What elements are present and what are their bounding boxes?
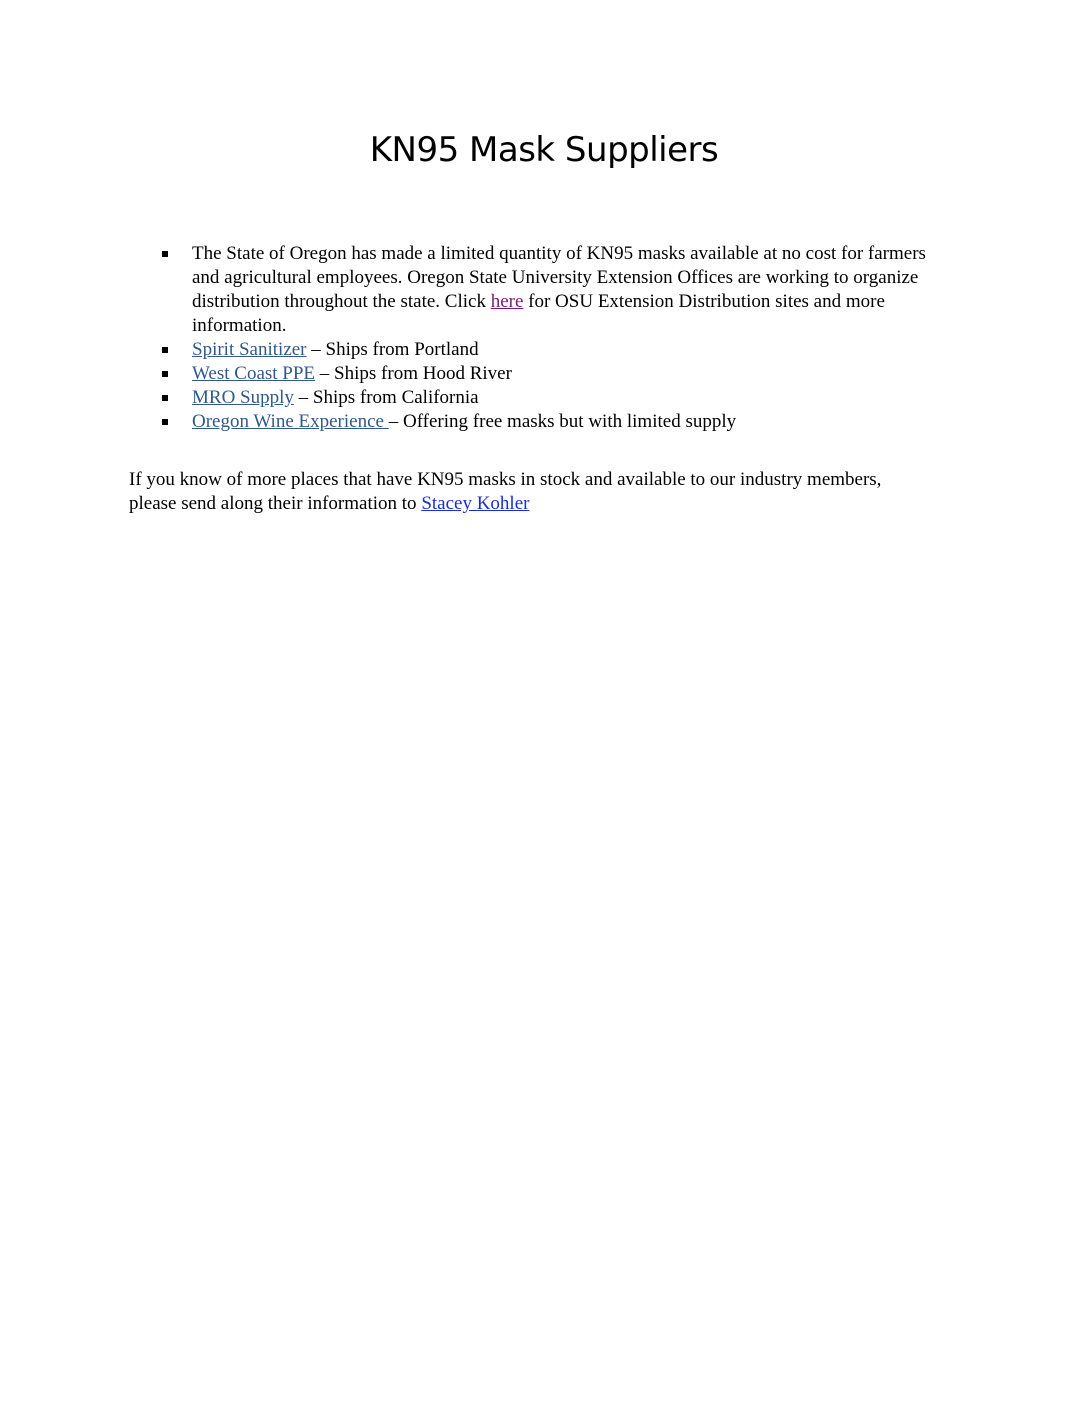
spirit-sanitizer-link[interactable]: Spirit Sanitizer	[192, 339, 307, 360]
list-item-text: – Offering free masks but with limited supply	[388, 411, 737, 432]
contact-paragraph	[129, 468, 929, 516]
square-bullet-icon	[162, 395, 168, 401]
list-item	[162, 242, 932, 338]
page-title: KN95 Mask Suppliers	[369, 130, 719, 170]
list-item-text: – Ships from California	[293, 387, 479, 408]
supplier-list	[162, 242, 932, 434]
list-item-text: – Ships from Portland	[306, 339, 479, 360]
west-coast-ppe-link[interactable]: West Coast PPE	[192, 363, 316, 384]
osu-extension-link[interactable]: here	[490, 291, 524, 312]
contact-paragraph-text: If you know of more places that have KN95 masks in stock and available to our industry members, please send along their information to	[129, 469, 882, 514]
mro-supply-link[interactable]: MRO Supply	[192, 387, 294, 408]
list-item	[162, 338, 932, 362]
square-bullet-icon	[162, 371, 168, 377]
list-item-text: – Ships from Hood River	[315, 363, 512, 384]
square-bullet-icon	[162, 419, 168, 425]
stacey-kohler-link[interactable]: Stacey Kohler	[421, 493, 530, 514]
list-item	[162, 386, 932, 410]
oregon-wine-experience-link[interactable]: Oregon Wine Experience	[192, 411, 389, 432]
square-bullet-icon	[162, 347, 168, 353]
list-item	[162, 362, 932, 386]
list-item-text: The State of Oregon has made a limited quantity of KN95 masks available at no cost for farmers and agricultural employees. Oregon State University Extension Offices are working to organize distribution throughout the state. Click	[192, 243, 926, 312]
list-item	[162, 410, 932, 434]
list-item-text: for OSU Extension Distribution sites and more information.	[192, 291, 885, 336]
square-bullet-icon	[162, 251, 168, 257]
